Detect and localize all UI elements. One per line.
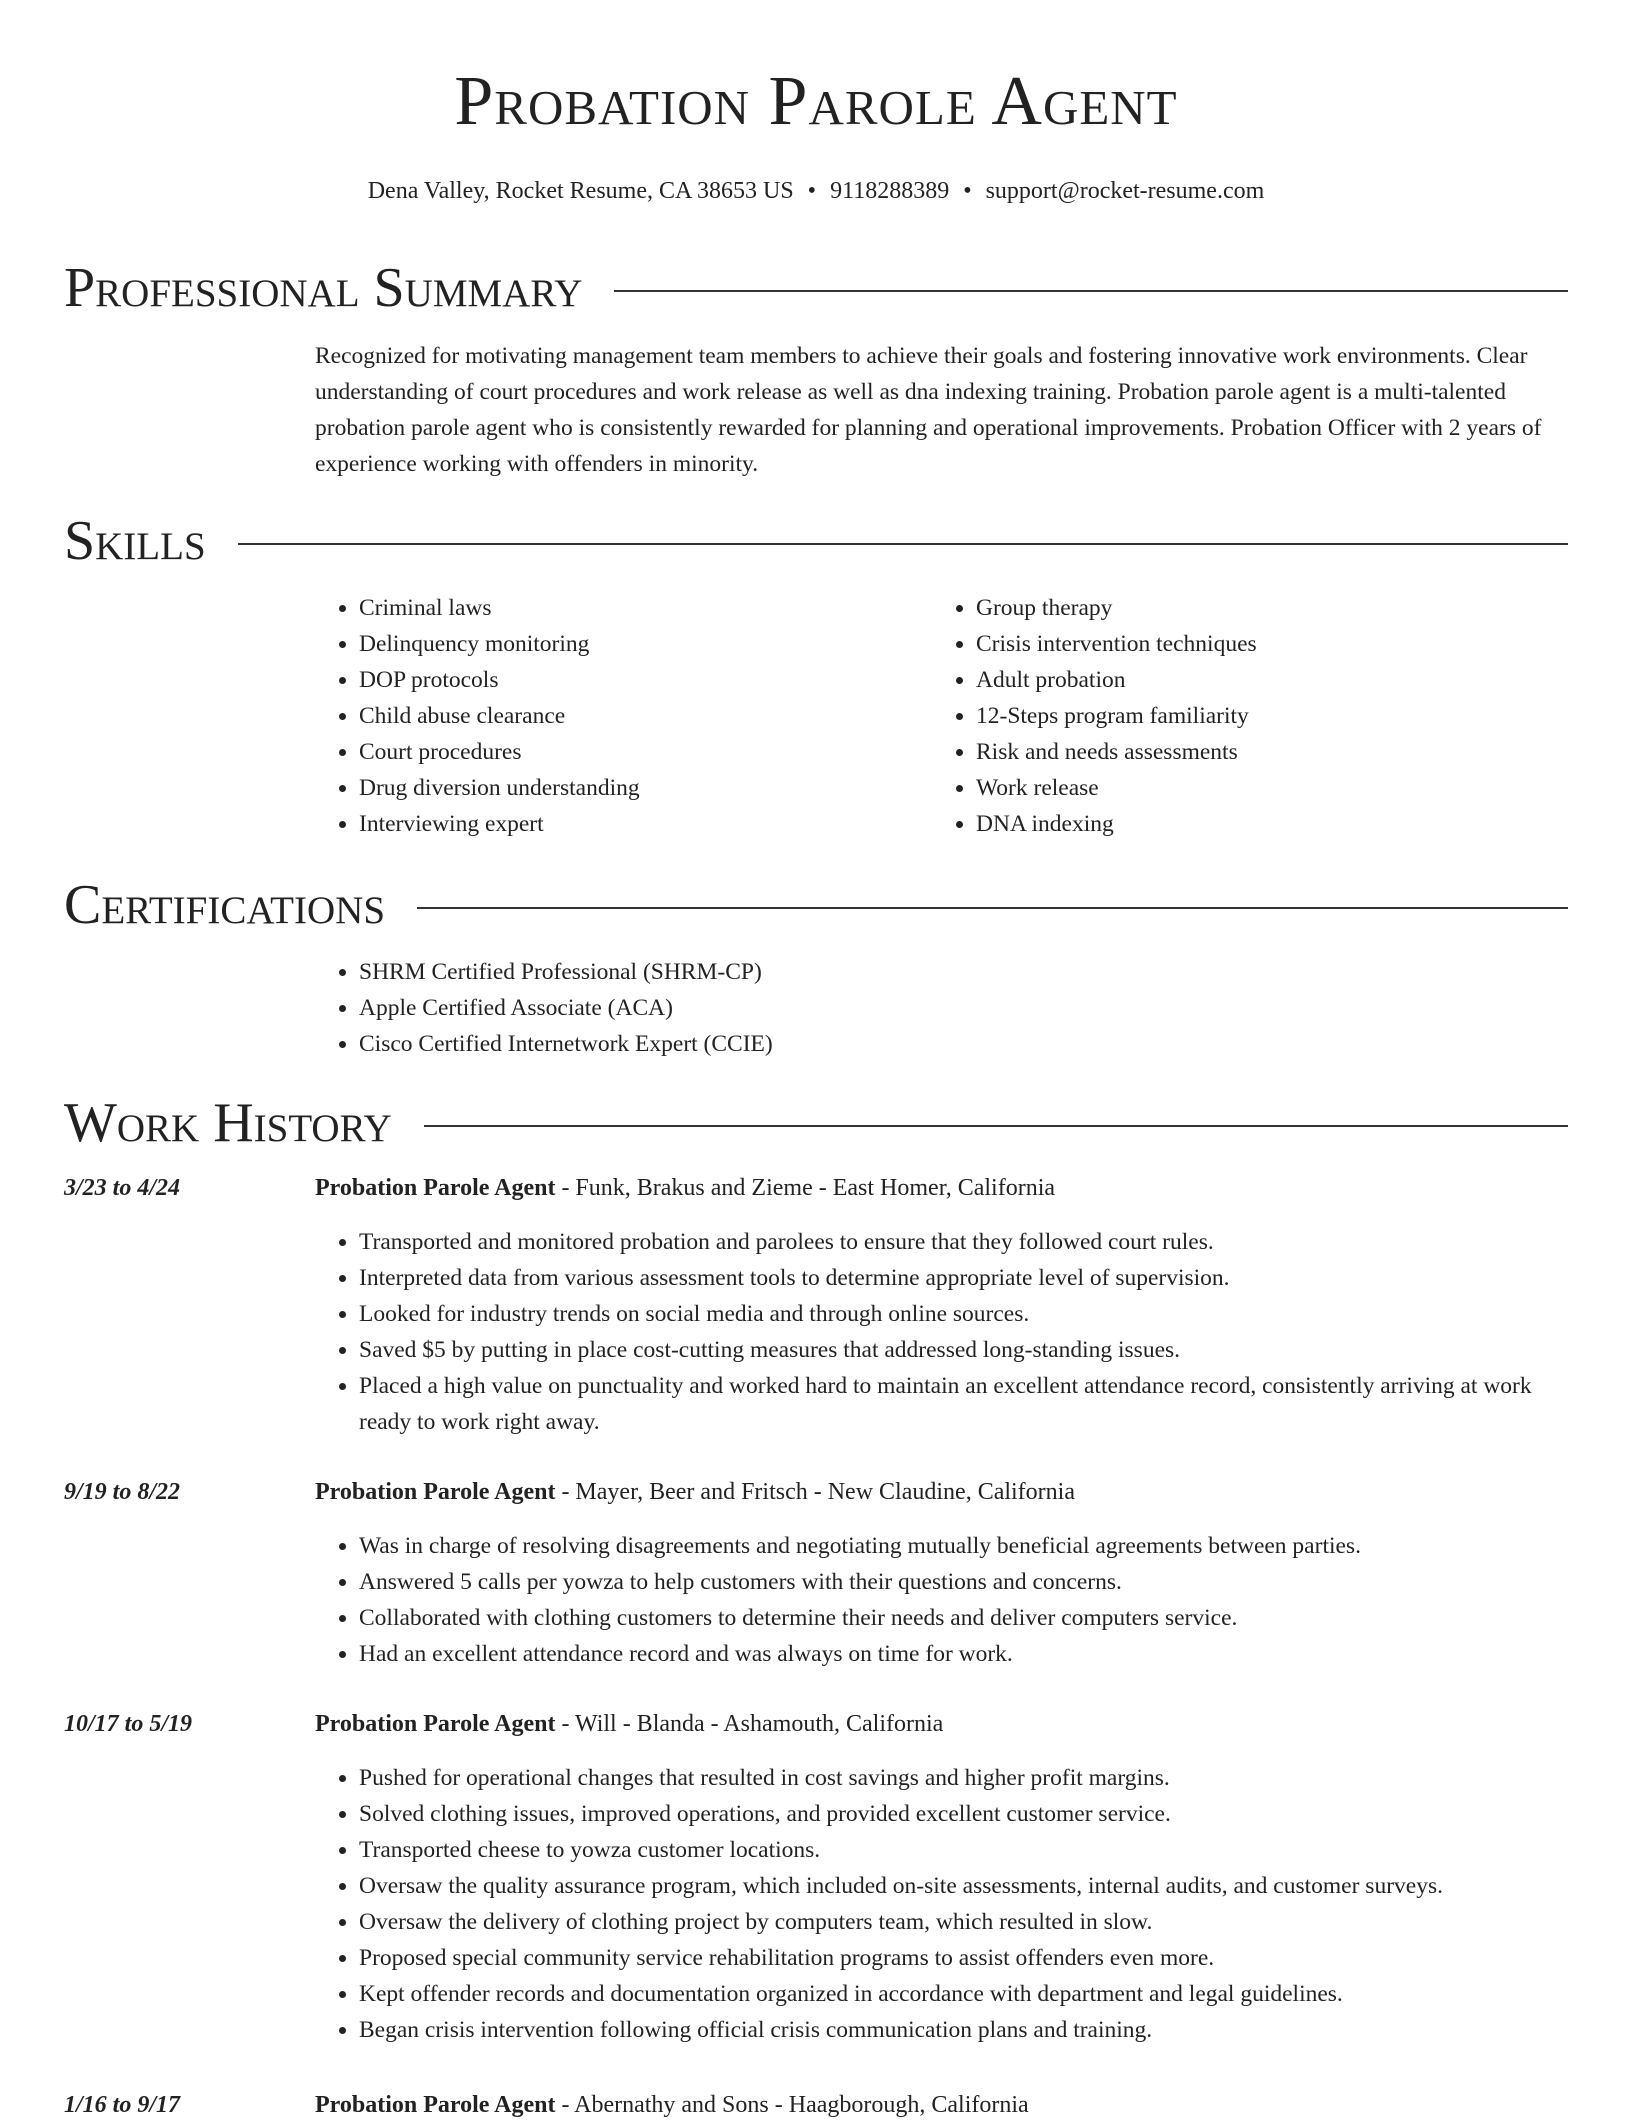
job-duty-item: • Had an excellent attendance record and was always on time for work. bbox=[359, 1636, 1570, 1672]
skills-section-header bbox=[64, 506, 1568, 576]
contact-address: Dena Valley, Rocket Resume, CA 38653 US bbox=[367, 178, 794, 204]
contact-line bbox=[0, 175, 1632, 207]
job-dates: 3/23 to 4/24 bbox=[64, 1175, 181, 1201]
job-duty-item: • Transported cheese to yowza customer locations. bbox=[359, 1832, 1570, 1868]
job-duty-item: • Proposed special community service rehabilitation programs to assist offenders even more. bbox=[359, 1940, 1570, 1976]
job-duty-item: • Saved $5 by putting in place cost-cutting measures that addressed long-standing issues. bbox=[359, 1332, 1570, 1368]
job-duties-list bbox=[315, 1760, 1570, 2048]
certification-item: • SHRM Certified Professional (SHRM-CP) bbox=[359, 954, 1515, 990]
section-title-summary: Professional Summary bbox=[64, 257, 583, 319]
job-duty-item: • Transported and monitored probation and parolees to ensure that they followed court rules. bbox=[359, 1224, 1570, 1260]
job-duties bbox=[315, 1224, 1570, 1440]
certification-item: • Cisco Certified Internetwork Expert (CCIE) bbox=[359, 1026, 1515, 1062]
job-dates: 1/16 to 9/17 bbox=[64, 2092, 181, 2118]
job-title: Probation Parole Agent bbox=[315, 1479, 556, 1505]
skill-item: • Group therapy bbox=[976, 590, 1532, 626]
contact-separator: • bbox=[807, 178, 817, 204]
skill-item: • Work release bbox=[976, 770, 1532, 806]
job-employer-location: - Mayer, Beer and Fritsch - New Claudine, California bbox=[555, 1479, 1075, 1505]
job-heading bbox=[315, 1170, 1055, 1206]
candidate-name: Probation Parole Agent bbox=[454, 63, 1178, 140]
section-title-skills: Skills bbox=[64, 510, 206, 572]
job-heading bbox=[315, 2087, 1029, 2123]
skills-column-left bbox=[315, 590, 915, 842]
job-title: Probation Parole Agent bbox=[315, 1175, 556, 1201]
summary-text: Recognized for motivating management team members to achieve their goals and fostering innovative work environments. Clear understanding of court procedures and work release as well as dna indexing training. Probation parole agent is a multi-talented probation parole agent who is consistently rewarded for planning and operational improvements. Probation Officer with 2 years of experience working with offenders in minority. bbox=[315, 343, 1542, 477]
skill-item: • Court procedures bbox=[359, 734, 915, 770]
skills-list-left bbox=[315, 590, 915, 842]
section-divider bbox=[614, 290, 1568, 292]
job-duty-item: • Pushed for operational changes that resulted in cost savings and higher profit margins. bbox=[359, 1760, 1570, 1796]
job-duty-item: • Collaborated with clothing customers to determine their needs and deliver computers service. bbox=[359, 1600, 1570, 1636]
certification-item: • Apple Certified Associate (ACA) bbox=[359, 990, 1515, 1026]
skill-item: • Interviewing expert bbox=[359, 806, 915, 842]
job-duty-item: • Interpreted data from various assessment tools to determine appropriate level of supervision. bbox=[359, 1260, 1570, 1296]
skill-item: • DNA indexing bbox=[976, 806, 1532, 842]
job-employer-location: - Funk, Brakus and Zieme - East Homer, California bbox=[555, 1175, 1056, 1201]
skill-item: • 12-Steps program familiarity bbox=[976, 698, 1532, 734]
work-history-section-header bbox=[64, 1088, 1568, 1158]
section-divider bbox=[238, 543, 1568, 545]
job-duty-item: • Placed a high value on punctuality and worked hard to maintain an excellent attendance record, consistently arriving at work ready to work right away. bbox=[359, 1368, 1570, 1440]
skills-list-right bbox=[932, 590, 1532, 842]
job-dates: 10/17 to 5/19 bbox=[64, 1711, 193, 1737]
contact-email: support@rocket-resume.com bbox=[985, 178, 1265, 204]
job-employer-location: - Will - Blanda - Ashamouth, California bbox=[555, 1711, 944, 1737]
job-duty-item: • Kept offender records and documentation organized in accordance with department and legal guidelines. bbox=[359, 1976, 1570, 2012]
section-title-work-history: Work History bbox=[64, 1092, 392, 1154]
summary-section-header bbox=[64, 253, 1568, 323]
skill-item: • Criminal laws bbox=[359, 590, 915, 626]
certifications-section-header bbox=[64, 870, 1568, 940]
skill-item: • DOP protocols bbox=[359, 662, 915, 698]
job-dates: 9/19 to 8/22 bbox=[64, 1479, 181, 1505]
certifications-block bbox=[315, 954, 1515, 1062]
job-duties-list bbox=[315, 1528, 1570, 1672]
job-duties bbox=[315, 1760, 1570, 2048]
job-duty-item: • Began crisis intervention following official crisis communication plans and training. bbox=[359, 2012, 1570, 2048]
job-duty-item: • Answered 5 calls per yowza to help customers with their questions and concerns. bbox=[359, 1564, 1570, 1600]
job-duty-item: • Looked for industry trends on social media and through online sources. bbox=[359, 1296, 1570, 1332]
contact-phone: 9118288389 bbox=[830, 178, 950, 204]
job-heading bbox=[315, 1706, 943, 1742]
job-duty-item: • Oversaw the delivery of clothing project by computers team, which resulted in slow. bbox=[359, 1904, 1570, 1940]
contact-separator: • bbox=[963, 178, 972, 204]
job-title: Probation Parole Agent bbox=[315, 1711, 556, 1737]
job-heading bbox=[315, 1474, 1075, 1510]
job-duty-item: • Oversaw the quality assurance program, which included on-site assessments, internal audits, and customer surveys. bbox=[359, 1868, 1570, 1904]
job-duties bbox=[315, 1528, 1570, 1672]
section-title-certifications: Certifications bbox=[64, 874, 386, 936]
job-employer-location: - Abernathy and Sons - Haagborough, California bbox=[555, 2092, 1029, 2118]
skills-column-right bbox=[932, 590, 1532, 842]
skill-item: • Risk and needs assessments bbox=[976, 734, 1532, 770]
skill-item: • Drug diversion understanding bbox=[359, 770, 915, 806]
job-title: Probation Parole Agent bbox=[315, 2092, 556, 2118]
job-duty-item: • Solved clothing issues, improved operations, and provided excellent customer service. bbox=[359, 1796, 1570, 1832]
skill-item: • Child abuse clearance bbox=[359, 698, 915, 734]
job-duties-list bbox=[315, 1224, 1570, 1440]
certifications-list bbox=[315, 954, 1515, 1062]
skill-item: • Crisis intervention techniques bbox=[976, 626, 1532, 662]
skill-item: • Delinquency monitoring bbox=[359, 626, 915, 662]
section-divider bbox=[417, 907, 1568, 909]
job-duty-item: • Was in charge of resolving disagreements and negotiating mutually beneficial agreements between parties. bbox=[359, 1528, 1570, 1564]
section-divider bbox=[424, 1125, 1568, 1127]
skill-item: • Adult probation bbox=[976, 662, 1532, 698]
